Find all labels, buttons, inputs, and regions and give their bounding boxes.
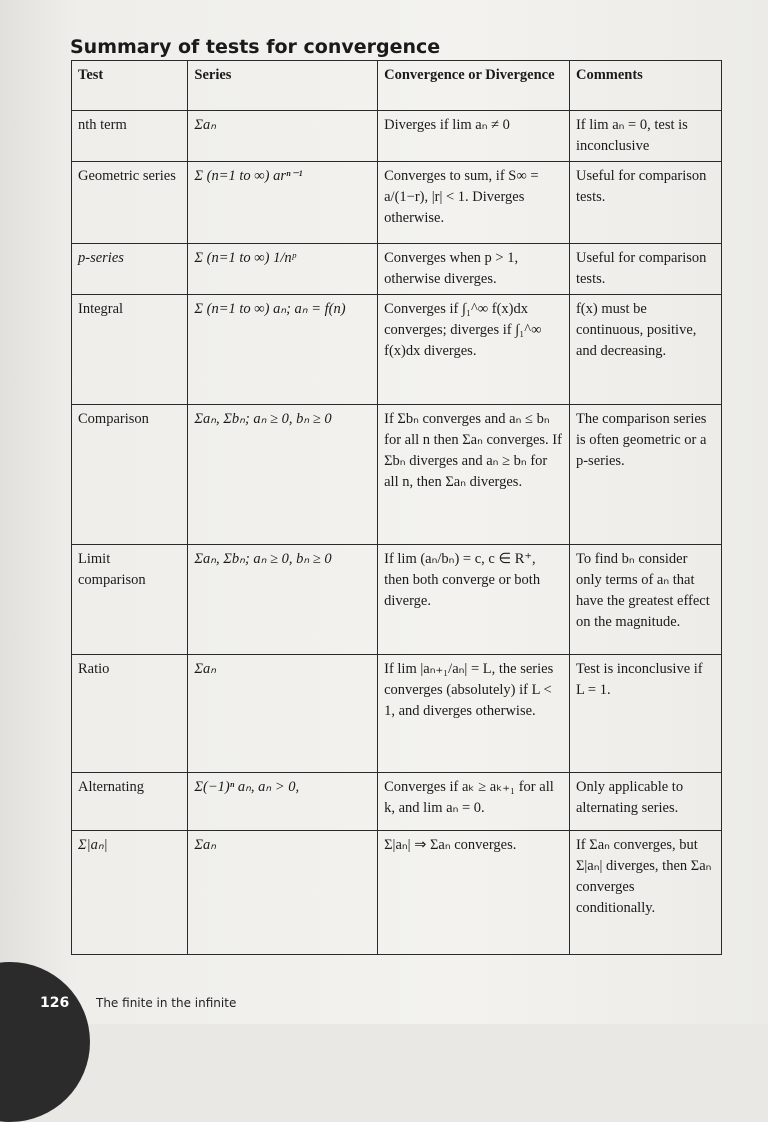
cell-series: [188, 773, 378, 831]
header-comments: Comments: [569, 61, 721, 111]
cell-result: Diverges if lim aₙ ≠ 0: [378, 111, 570, 162]
cell-test: [72, 244, 188, 295]
test-name: Σ|aₙ|: [78, 837, 108, 854]
cell-test: Limit comparison: [72, 545, 188, 655]
cell-result: Converges when p > 1, otherwise diverges.: [378, 244, 570, 295]
series-formula: Σaₙ: [194, 661, 217, 678]
cell-result: If lim (aₙ/bₙ) = c, c ∈ R⁺, then both converge or both diverge.: [378, 545, 570, 655]
test-name: p-series: [78, 250, 124, 267]
cell-series: [188, 244, 378, 295]
cell-test: Ratio: [72, 655, 188, 773]
cell-test: Alternating: [72, 773, 188, 831]
page-number: 126: [40, 995, 70, 1011]
cell-comments: f(x) must be continuous, positive, and decreasing.: [569, 295, 721, 405]
header-result: Convergence or Divergence: [378, 61, 570, 111]
table-header-row: [72, 61, 722, 111]
cell-comments: If Σaₙ converges, but Σ|aₙ| diverges, then Σaₙ converges conditionally.: [569, 831, 721, 955]
cell-result: Converges if aₖ ≥ aₖ₊₁ for all k, and lim aₙ = 0.: [378, 773, 570, 831]
header-series: Series: [188, 61, 378, 111]
cell-series: [188, 295, 378, 405]
page-corner-tab: [0, 962, 90, 1122]
series-formula: Σaₙ: [194, 837, 217, 854]
cell-result: If lim |aₙ₊₁/aₙ| = L, the series converges (absolutely) if L < 1, and diverges otherwise.: [378, 655, 570, 773]
series-formula: Σaₙ: [194, 117, 217, 133]
convergence-tests-table: [71, 60, 722, 955]
cell-result: Σ|aₙ| ⇒ Σaₙ converges.: [378, 831, 570, 955]
cell-test: [72, 831, 188, 955]
cell-result: If Σbₙ converges and aₙ ≤ bₙ for all n then Σaₙ converges. If Σbₙ diverges and aₙ ≥ bₙ for all n, then Σaₙ diverges.: [378, 405, 570, 545]
table-row: [72, 773, 722, 831]
series-formula: Σ(−1)ⁿ aₙ, aₙ > 0,: [194, 779, 300, 796]
cell-test: Geometric series: [72, 162, 188, 244]
table-row: [72, 111, 722, 162]
table-row: [72, 244, 722, 295]
series-formula: Σ (n=1 to ∞) arⁿ⁻¹: [194, 168, 303, 185]
cell-series: [188, 162, 378, 244]
table-row: [72, 655, 722, 773]
header-test: Test: [72, 61, 188, 111]
cell-result: Converges to sum, if S∞ = a/(1−r), |r| < 1. Diverges otherwise.: [378, 162, 570, 244]
cell-test: Integral: [72, 295, 188, 405]
cell-comments: The comparison series is often geometric or a p-series.: [569, 405, 721, 545]
table-row: [72, 831, 722, 955]
cell-series: [188, 545, 378, 655]
table-row: [72, 295, 722, 405]
cell-comments: Useful for comparison tests.: [569, 244, 721, 295]
cell-series: [188, 111, 378, 162]
series-formula: Σ (n=1 to ∞) aₙ; aₙ = f(n): [194, 301, 346, 318]
table-row: [72, 162, 722, 244]
cell-comments: Only applicable to alternating series.: [569, 773, 721, 831]
cell-series: [188, 405, 378, 545]
table-row: [72, 545, 722, 655]
cell-test: nth term: [72, 111, 188, 162]
cell-series: [188, 655, 378, 773]
cell-comments: Test is inconclusive if L = 1.: [569, 655, 721, 773]
page-title: Summary of tests for convergence: [70, 36, 441, 58]
cell-comments: If lim aₙ = 0, test is inconclusive: [569, 111, 721, 162]
table-row: [72, 405, 722, 545]
cell-comments: To find bₙ consider only terms of aₙ that have the greatest effect on the magnitude.: [569, 545, 721, 655]
series-formula: Σaₙ, Σbₙ; aₙ ≥ 0, bₙ ≥ 0: [194, 411, 332, 428]
cell-comments: Useful for comparison tests.: [569, 162, 721, 244]
cell-result: Converges if ∫₁^∞ f(x)dx converges; diverges if ∫₁^∞ f(x)dx diverges.: [378, 295, 570, 405]
series-formula: Σ (n=1 to ∞) 1/nᵖ: [194, 250, 296, 267]
cell-series: [188, 831, 378, 955]
cell-test: Comparison: [72, 405, 188, 545]
series-formula: Σaₙ, Σbₙ; aₙ ≥ 0, bₙ ≥ 0: [194, 551, 332, 568]
running-footer: The finite in the infinite: [96, 996, 237, 1010]
